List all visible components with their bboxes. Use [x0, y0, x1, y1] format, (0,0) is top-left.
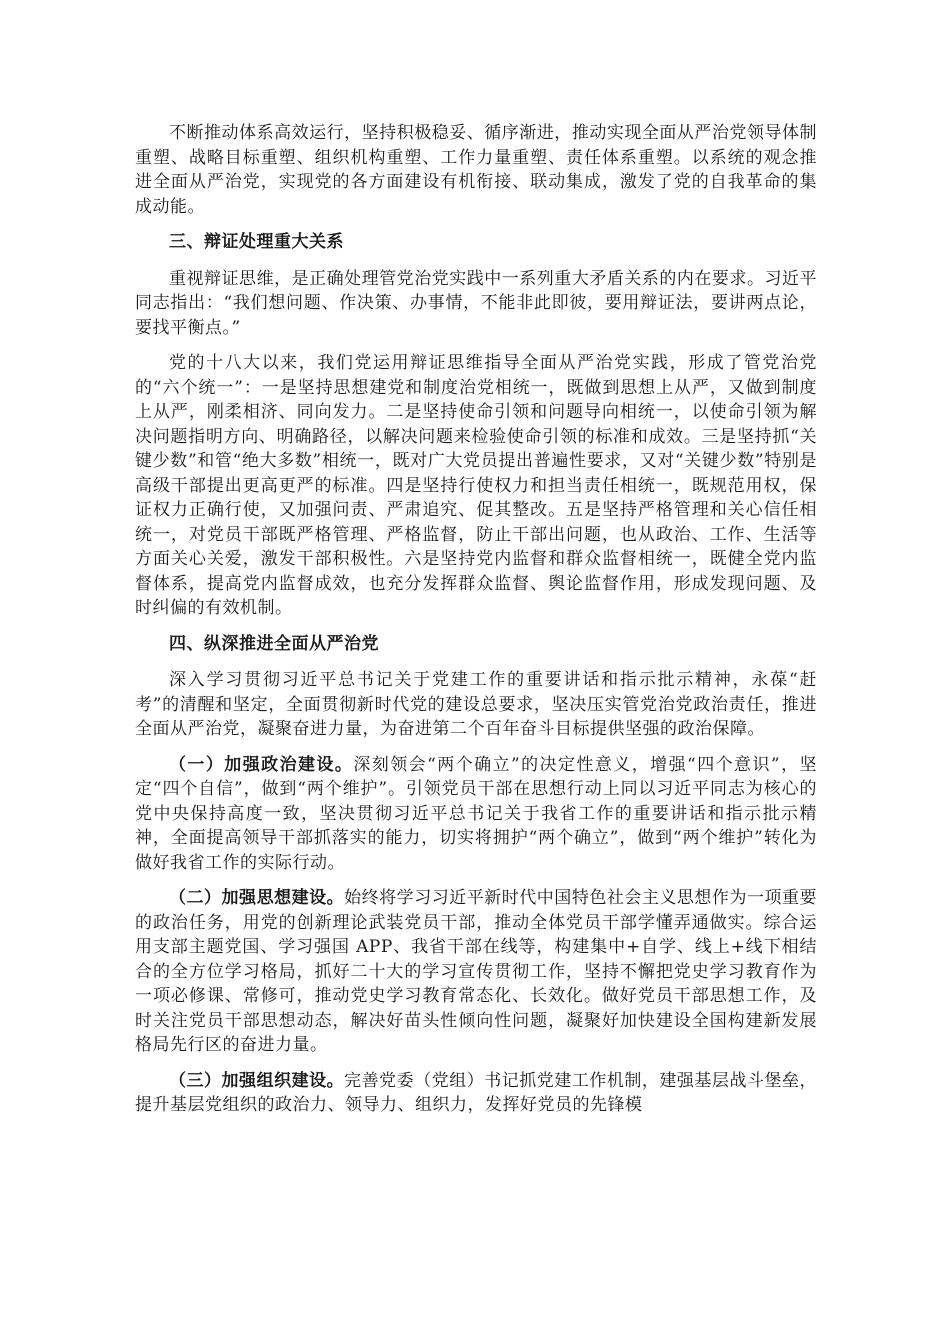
section-heading-3: 三、辩证处理重大关系 [169, 232, 344, 252]
section4-item-1 [135, 753, 817, 876]
item-lead: （二）加强思想建设。 [169, 888, 345, 908]
section3-paragraph-2: 党的十八大以来，我们党运用辩证思维指导全面从严治党实践，形成了管党治党的“六个统一”：一是坚持思想建党和制度治党相统一，既做到思想上从严，又做到制度上从严，刚柔相济、同向发力。二是坚持使命引领和问题导向相统一，以使命引领为解决问题指明方向、明确路径，以解决问题来检验使命引领的标准和成效。三是坚持抓“关键少数”和管“绝大多数”相统一，既对广大党员提出普遍性要求，又对“关键少数”特别是高级干部提出更高更严的标准。四是坚持行使权力和担当责任相统一，既规范用权，保证权力正确行使，又加强问责、严肃追究、促其整改。五是坚持严格管理和关心信任相统一，对党员干部既严格管理、严格监督，防止干部出问题，也从政治、工作、生活等方面关心关爱，激发干部积极性。六是坚持党内监督和群众监督相统一，既健全党内监督体系，提高党内监督成效，也充分发挥群众监督、舆论监督作用，形成发现问题、及时纠偏的有效机制。 [135, 353, 817, 618]
item-body: 深刻领会“两个确立”的决定性意义，增强“四个意识”，坚定“四个自信”，做到“两个维护”。引领党员干部在思想行动上同以习近平同志为核心的党中央保持高度一致，坚决贯彻习近平总书记关于我省工作的重要讲话和指示批示精神，全面提高领导干部抓落实的能力，切实将拥护“两个确立”，做到“两个维护”转化为做好我省工作的实际行动。 [135, 754, 818, 873]
item-body: 完善党委（党组）书记抓党建工作机制，建强基层战斗堡垒，提升基层党组织的政治力、领导力、组织力，发挥好党员的先锋模 [135, 1070, 818, 1115]
item-lead: （三）加强组织建设。 [169, 1070, 345, 1091]
section4-item-2 [135, 886, 817, 1058]
section3-paragraph-1: 重视辩证思维，是正确处理管党治党实践中一系列重大矛盾关系的内在要求。习近平同志指出：“我们想问题、作决策、办事情，不能非此即彼，要用辩证法，要讲两点论，要找平衡点。” [135, 268, 817, 338]
section-heading-4: 四、纵深推进全面从严治党 [169, 633, 379, 654]
section4-item-3 [135, 1069, 817, 1118]
section4-intro: 深入学习贯彻习近平总书记关于党建工作的重要讲话和指示批示精神，永葆“赶考”的清醒和坚定，全面贯彻新时代党的建设总要求，坚决压实管党治党政治责任，推进全面从严治党，凝聚奋进力量，为奋进第二个百年奋斗目标提供坚强的政治保障。 [135, 670, 817, 739]
paragraph-continued: 不断推动体系高效运行，坚持积极稳妥、循序渐进，推动实现全面从严治党领导体制重塑、战略目标重塑、组织机构重塑、工作力量重塑、责任体系重塑。以系统的观念推进全面从严治党，实现党的各方面建设有机衔接、联动集成，激发了党的自我革命的集成动能。 [135, 123, 817, 217]
item-body: 始终将学习习近平新时代中国特色社会主义思想作为一项重要的政治任务，用党的创新理论武装党员干部，推动全体党员干部学懂弄通做实。综合运用支部主题党国、学习强国 APP、我省干部在线等，构建集中+自学、线上+线下相结合的全方位学习格局，抓好二十大的学习宣传贯彻工作，坚持不懈把党史学习教育作为一项必修课、常修可，推动党史学习教育常态化、长效化。做好党员干部思想工作，及时关注党员干部思想动态，解决好苗头性倾向性问题，凝聚好加快建设全国构建新发展格局先行区的奋进力量。 [135, 888, 818, 1055]
item-lead: （一）加强政治建设。 [169, 754, 354, 775]
